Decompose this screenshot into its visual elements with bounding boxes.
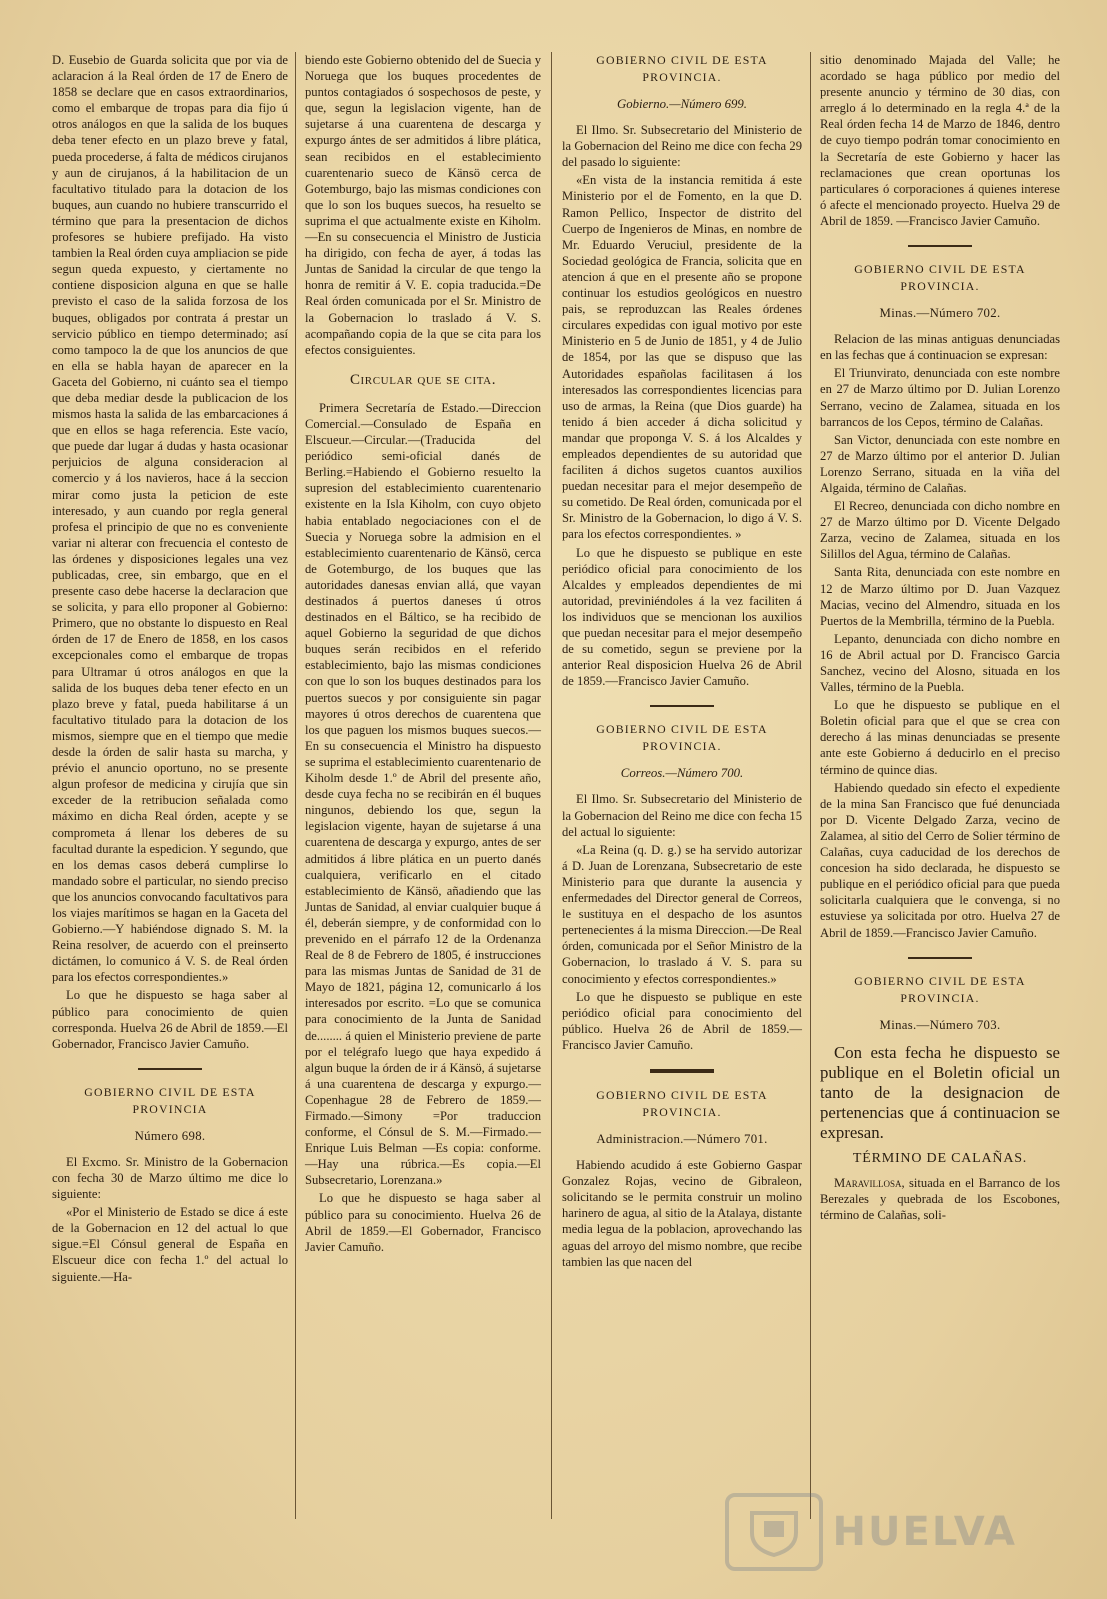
section-heading: GOBIERNO CIVIL DE ESTA PROVINCIA <box>84 1084 256 1116</box>
section-heading: GOBIERNO CIVIL DE ESTA PROVINCIA. <box>596 1087 768 1119</box>
paragraph: Lo que he dispuesto se publique en el Boletin oficial para que el que se crea con derecho á las minas denunciadas se presente ante este Gobierno á deducirlo en el preciso término de quince dias. <box>820 698 1060 777</box>
section-number: Gobierno.—Número 699. <box>617 97 747 111</box>
column-2 <box>305 52 541 1257</box>
mine-description: , situada en el Barranco de los Berezales y quebrada de los Escobones, término de Calañas, soli- <box>820 1175 1060 1222</box>
paragraph: D. Eusebio de Guarda solicita que por via de aclaracion á la Real órden de 17 de Enero de 1858 se declare que en casos extraordinarios, como el embarque de tropas para dia fijo ú otros análogos en que la salida de los buques deba tener efecto en un plazo breve y fatal, pueda procederse, á falta de médicos cirujanos y aun de cirujanos, á la habilitacion de un facultativo titulado para la dotacion de los buques, aun cuando no hubiere transcurrido el término que para la presentacion de dichos profesores se hubiere prefijado. Ha visto tambien la Real órden cuya ampliacion se pide segun queda expuesto, y ciertamente no contiene disposicion alguna en que se halle previsto el caso de la salida forzosa de los buques, obligados por contrata á prestar un servicio público en tiempo determinado; así como tampoco la de que los anuncios de que en ella se habla hayan de aparecer en la Gaceta del Gobierno, ni cuánto sea el tiempo que deba mediar desde la publicacion de los mismos hasta la salida de las embarcaciones á que en ellos se haga referencia. Este vacío, que puede dar lugar á dudas y hasta ocasionar perjuicios de alguna consideracion al comercio y á los navieros, hace á la seccion mirar como justa la peticion de este interesado, y aun cuando por regla general profesa el principio de que no es conveniente variar ni alterar con frecuencia el contesto de las órdenes y disposiciones legales una vez publicadas, cree, sin embargo, que en el presente caso debe hacerse la declaracion que se solicita, y para ello proponer al Gobierno: Primero, que no obstante lo dispuesto en Real órden de 17 de Enero de 1858, en los casos excepcionales como el embarque de tropas para Ultramar ú otros análogos en que la salida de los buques deba tener efecto en un plazo breve y fatal, pueda habilitarse á un facultativo titulado para la dotacion de los mismos, siempre que en el tiempo que medie desde la órden de salir hasta su marcha, y prévio el anuncio oportuno, no se presente algun profesor de medicina y cirujía que sin exceder de la retribucion señalada como máximo en dicha Real órden, acepte y se comprometa á llenar los deberes de su facultad durante la espedicion. Y segundo, que en los demas casos deberá cumplirse lo mandado sobre el particular, no siendo preciso que los anuncios convocando facultativos para los viajes marítimos se hagan en la Gaceta del Gobierno.—Y habiéndose dignado S. M. la Reina resolver, de acuerdo con el preinserto dictámen, lo comunico á V. S. de Real órden para los efectos correspondientes.» <box>52 53 288 985</box>
column-1 <box>52 52 288 1287</box>
district-heading: TÉRMINO DE CALAÑAS. <box>852 1150 1028 1166</box>
paragraph: biendo este Gobierno obtenido del de Suecia y Noruega que los buques procedentes de puntos contagiados ó sospechosos de peste, y que, segun la legislacion vigente, han de sujetarse á una cuarentena de descarga y expurgo ántes de ser admitidos á libre plática, sean recibidos en el establecimiento cuarentenario sueco de Känsö cerca de Gotemburgo, bajo las mismas condiciones con que lo son los buques suecos, ha resuelto se suprima el que actualmente existe en Kiholm.—En su consecuencia el Ministro de Justicia ha dirigido, con fecha de ayer, á todas las Juntas de Sanidad la circular de que tengo la honra de remitir á V. E. copia traducida.=De Real órden comunicada por el Sr. Ministro de la Gobernacion lo traslado á V. S. acompañando copia de la que se cita para los efectos consiguientes. <box>305 53 541 357</box>
column-3 <box>562 52 802 1272</box>
paragraph: «Por el Ministerio de Estado se dice á este de la Gobernacion en 12 del actual lo que sigue.=El Cónsul general de España en Elscueur dice con fecha 1.º del actual lo siguiente.—Ha- <box>52 1205 288 1284</box>
section-number: Número 698. <box>134 1128 206 1143</box>
mine-name: Maravillosa <box>834 1175 902 1190</box>
section-heading: GOBIERNO CIVIL DE ESTA PROVINCIA. <box>854 973 1026 1005</box>
section-heading: GOBIERNO CIVIL DE ESTA PROVINCIA. <box>596 53 768 84</box>
large-notice: Con esta fecha he dispuesto se publique en el Boletin oficial un tanto de la designacion de pertenencias que á continuacion se expresan. <box>820 1042 1060 1142</box>
column-4 <box>820 52 1060 1225</box>
paragraph: sitio denominado Majada del Valle; he acordado se haga público por medio del presente anuncio y término de 30 dias, con arreglo á lo determinado en la regla 4.ª de la Real órden fecha 14 de Marzo de 1846, dentro de cuyo tiempo podrán tomar conocimiento en la Secretaría de este Gobierno y hacer las reclamaciones que crean oportunas los particulares ó corporaciones á quienes interese ó afecte el mencionado proyecto. Huelva 29 de Abril de 1859. —Francisco Javier Camuño. <box>820 53 1060 228</box>
section-rule <box>908 245 972 247</box>
section-rule <box>138 1068 202 1070</box>
paragraph: El Ilmo. Sr. Subsecretario del Ministerio de la Gobernacion del Reino me dice con fecha 15 del actual lo siguiente: <box>562 792 802 839</box>
paragraph: El Excmo. Sr. Ministro de la Gobernacion con fecha 30 de Marzo último me dice lo siguiente: <box>52 1154 288 1202</box>
section-rule <box>650 1069 714 1073</box>
watermark-text: HUELVA <box>832 1509 1017 1555</box>
mine-entry: El Triunvirato, denunciada con este nombre en 27 de Marzo último por D. Julian Lorenzo Serrano, vecino de Zalamea, situada en los barrancos de los Cepos, término de Calañas. <box>820 366 1060 429</box>
circular-heading: Circular que se cita. <box>349 371 497 388</box>
mine-entry: Santa Rita, denunciada con este nombre en 12 de Marzo último por D. Juan Vazquez Macias, vecino del Almendro, situada en los Puertos de la Membrilla, término de la Puebla. <box>820 565 1060 628</box>
section-rule <box>908 957 972 959</box>
paragraph: Lo que he dispuesto se haga saber al público para su conocimiento. Huelva 26 de Abril de 1859.—El Gobernador, Francisco Javier Camuño. <box>305 1191 541 1254</box>
column-divider <box>810 52 811 1519</box>
paragraph: «En vista de la instancia remitida á este Ministerio por el de Fomento, en la que D. Ramon Pellico, Inspector de distrito del Cuerpo de Ingenieros de Minas, en nombre de Mr. Eduardo Veruciul, presidente de la Sociedad geológica de Francia, solicita que en atencion á que en el presente año se propone continuar los estudios geológicos en nuestro pais, se reproduzcan las Reales órdenes circulares expedidas con igual motivo por este Ministerio en 5 de Junio de 1851, y 4 de Julio de 1854, por las que se dispuso que las Autoridades españolas facilitasen á los interesados las correspondientes licencias para uso de armas, la Reina (que Dios guarde) ha tenido á bien acceder á dicha solicitud y mandar que proponga V. S. á los Alcaldes y empleados dependientes de su autoridad que faciliten á dichos sugetos cuantos auxilios puedan necesitar para el mejor desempeño de su cometido. De Real órden, comunicada por el Sr. Ministro de la Gobernacion, lo digo á V. S. para los efectos correspondientes. » <box>562 173 802 542</box>
column-divider <box>295 52 296 1519</box>
mine-entry: Lepanto, denunciada con dicho nombre en 16 de Abril actual por D. Francisco Garcia Sanchez, vecino del Alosno, situada en los Valles, término de la Puebla. <box>820 631 1060 695</box>
paragraph: Lo que he dispuesto se publique en este periódico oficial para conocimiento de los Alcaldes y empleados dependientes de mi autoridad, previniéndoles á la vez faciliten á los individuos que se mencionan los auxilios que puedan necesitar para el mejor desempeño de su cometido, segun se previene por la anterior Real disposicion Huelva 26 de Abril de 1859.—Francisco Javier Camuño. <box>562 545 802 689</box>
column-divider <box>551 52 552 1519</box>
section-rule <box>650 705 714 707</box>
section-heading: GOBIERNO CIVIL DE ESTA PROVINCIA. <box>596 722 768 754</box>
paragraph: Lo que he dispuesto se haga saber al público para conocimiento de quien corresponda. Huelva 26 de Abril de 1859.—El Gobernador, Francisco Javier Camuño. <box>52 988 288 1051</box>
section-number: Administracion.—Número 701. <box>596 1131 768 1146</box>
mine-entry: San Victor, denunciada con este nombre en 27 de Marzo último por el anterior D. Julian Lorenzo Serrano, situada en la viña del Algaida, término de Calañas. <box>820 432 1060 495</box>
huelva-watermark <box>725 1493 1017 1571</box>
section-heading: GOBIERNO CIVIL DE ESTA PROVINCIA. <box>854 262 1026 294</box>
section-number: Minas.—Número 703. <box>879 1017 1001 1032</box>
coat-of-arms-icon <box>725 1493 823 1571</box>
paragraph <box>820 1175 1060 1223</box>
section-number: Minas.—Número 702. <box>879 306 1001 321</box>
paragraph: Primera Secretaría de Estado.—Direccion Comercial.—Consulado de España en Elscueur.—Circular.—(Traducida del periódico semi-oficial danés de Berling.=Habiendo el Gobierno resuelto la supresion del establecimiento cuarentenario existente en la Isla Kiholm, con cuyo objeto habia entablado negociaciones con el de Suecia y Noruega sobre la admision en el establecimiento cuarentenario de Känsö, cerca de Gotemburgo, de los buques que las autoridades danesas envian allá, que vayan destinados á puertos daneses ú otros destinados en el Báltico, se ha recibido de aquel Gobierno la seguridad de que dichos buques serán recibidos en el referido establecimiento, bajo las mismas condiciones con que lo son los buques destinados para los puertos suecos y por consiguiente sin pagar mayores ú otros derechos de cuarentena que los que paguen los mismos buques suecos.—En su consecuencia el Ministro ha dispuesto se suprima el establecimiento cuarentenario de Kiholm desde 1.º de Abril del presente año, desde cuya fecha no se recibirán en él buques ningunos, debiendo los que, segun la legislacion vigente, hayan de sujetarse á una cuarentena de descarga y expurgo, antes de ser admitidos á libre plática en un puerto danés cualquiera, verificarlo en el citado establecimiento de Känsö, añadiendo que las Juntas de Sanidad, al enviar cualquier buque á él, deberán siempre, y de conformidad con lo prevenido en el párrafo 12 de la Ordenanza Real de 8 de Febrero de 1805, é instrucciones para las mismas Juntas de Sanidad de 31 de Mayo de 1821, página 12, comunicarlo á los interesados por escrito. =Lo que se comunica para conocimiento de la Junta de Sanidad de........ á quien el Ministerio previene de parte por el telégrafo luego que haya expedido á algun buque la órden de ir á Känsö, á sujetarse á una cuarentena de descarga y expurgo.—Copenhague 28 de Febrero de 1859.—Firmado.—Simony =Por traduccion conforme, el Cónsul de S. M.—Firmado.—Enrique Luis Belman —Es copia: conforme.—Hay una rúbrica.—Es copia.—El Subsecretario, Lorenzana.» <box>305 400 541 1188</box>
paragraph: Lo que he dispuesto se publique en este periódico oficial para conocimiento del público. Huelva 26 de Abril de 1859.—Francisco Javier Camuño. <box>562 989 802 1052</box>
paragraph: El Ilmo. Sr. Subsecretario del Ministerio de la Gobernacion del Reino me dice con fecha 29 del pasado lo siguiente: <box>562 123 802 170</box>
section-number: Correos.—Número 700. <box>620 766 744 781</box>
paragraph: Relacion de las minas antiguas denunciadas en las fechas que á continuacion se expresan: <box>820 332 1060 363</box>
shield-icon <box>744 1507 804 1557</box>
paragraph: Habiendo quedado sin efecto el expediente de la mina San Francisco que fué denunciada por D. Vicente Delgado Zarza, vecino de Zalamea, al sitio del Cerro de Solier término de Calañas, cuya caducidad de los derechos de concesion ha sido declarada, he dispuesto se publique en el periódico oficial para que pueda solicitarla cualquiera que le convenga, si no estuviese ya solicitada por otro. Huelva 27 de Abril de 1859.—Francisco Javier Camuño. <box>820 780 1060 940</box>
paragraph: «La Reina (q. D. g.) se ha servido autorizar á D. Juan de Lorenzana, Subsecretario de este Ministerio para que durante la ausencia y enfermedades del Director general de Correos, le sustituya en el despacho de los asuntos pertenecientes á la misma Direccion.—De Real órden, comunicada por el Señor Ministro de la Gobernacion, lo traslado á V. S. para su conocimiento y efectos correspondientes.» <box>562 842 802 986</box>
mine-entry: El Recreo, denunciada con dicho nombre en 27 de Marzo último por D. Vicente Delgado Zarza, vecino de Zalamea, situada en los Silillos del Agua, término de Calañas. <box>820 499 1060 562</box>
paragraph: Habiendo acudido á este Gobierno Gaspar Gonzalez Rojas, vecino de Gibraleon, solicitando se le permita construir un molino harinero de agua, al sitio de la Atalaya, distante media legua de la poblacion, aprovechando las aguas del arroyo del mismo nombre, que recibe tambien las que nacen del <box>562 1158 802 1269</box>
